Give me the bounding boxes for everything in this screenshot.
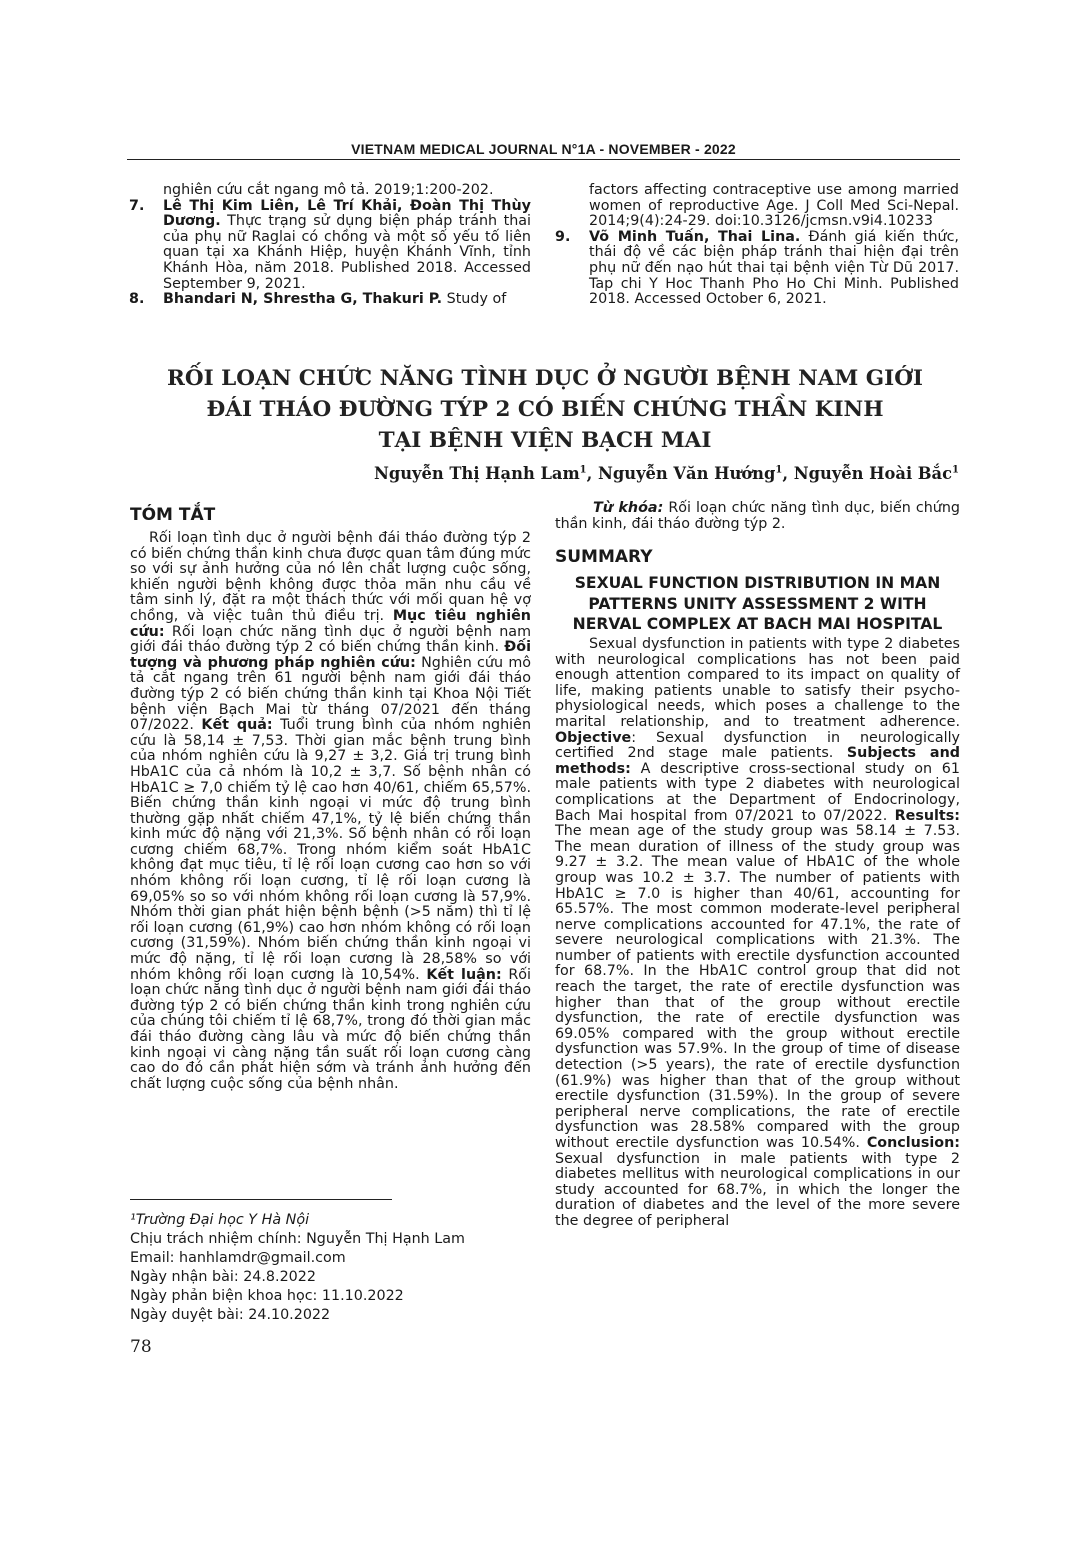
author-name: Nguyễn Thị Hạnh Lam [373, 464, 580, 483]
footnote-received: Ngày nhận bài: 24.8.2022 [130, 1269, 316, 1285]
author-name: Nguyễn Văn Hướng [597, 464, 776, 483]
footnote-accepted: Ngày duyệt bài: 24.10.2022 [130, 1307, 331, 1323]
header-rule [127, 159, 960, 160]
keywords: Từ khóa: Rối loạn chức năng tình dục, biến chứng thần kinh, đái tháo đường týp 2. [555, 500, 960, 532]
reference-continuation: nghiên cứu cắt ngang mô tả. 2019;1:200-202. [163, 182, 494, 198]
title-line: ĐÁI THÁO ĐƯỜNG TÝP 2 CÓ BIẾN CHỨNG THẦN KINH [206, 397, 884, 422]
author-name: Nguyễn Hoài Bắc [793, 464, 953, 483]
reference-7: 7. Lê Thị Kim Liên, Lê Trí Khải, Đoàn Thị Thùy Dương. Thực trạng sử dụng biện pháp tránh thai của phụ nữ Raglai có chồng và một số yếu tố liên quan tại xa Khánh Hiệp, huyện Khánh Vĩnh, tỉnh Khánh Hòa, năm 2018. Published 2018. Accessed September 9, 2021. [129, 197, 531, 292]
journal-header: VIETNAM MEDICAL JOURNAL N°1A - NOVEMBER - 2022 [351, 141, 736, 157]
footnote-reviewed: Ngày phản biện khoa học: 11.10.2022 [130, 1288, 404, 1304]
reference-9: 9. Võ Minh Tuấn, Thai Lina. Đánh giá kiến thức, thái độ về các biện pháp tránh thai hiện đại trên phụ nữ đến nạo hút thai tại bệnh viện Từ Dũ 2017. Tap chi Y Hoc Thanh Pho Ho Chi Minh. Published 2018. Accessed October 6, 2021. [555, 228, 959, 308]
footnote-rule [130, 1199, 392, 1200]
title-line: TẠI BỆNH VIỆN BẠCH MAI [378, 428, 712, 453]
footnote [130, 1211, 540, 1325]
english-abstract: Sexual dysfunction in patients with type 2 diabetes with neurological complications has not been paid enough attention compared to its impact on quality of life, making patients unable to satisfy their psycho-physiological needs, which poses a challenge to the marital relationship, and to treatment adherence. Objective: Sexual dysfunction in neurologically certified 2nd stage male patients. Subjects and methods: A descriptive cross-sectional study on 61 male patients with type 2 diabetes with neurological complications at the Department of Endocrinology, Bach Mai hospital from 07/2021 to 07/2022. Results: The mean age of the study group was 58.14 ± 7.53. The mean duration of illness of the study group was 9.27 ± 3.2. The mean value of HbA1C of the whole group was 10.2 ± 3.7. The number of patients with HbA1C ≥ 7.0 is higher than 40/61, accounting for 65.57%. The most common moderate-level peripheral nerve complications accounted for 47.1%, the rate of severe neurological complications with 21.3%. The number of patients with erectile dysfunction accounted for 68.7%. In the HbA1C control group that did not reach the target, the rate of erectile dysfunction was higher than that of the group without erectile dysfunction, the rate of erectile dysfunction was 69.05% compared with the group without erectile dysfunction was 57.9%. In the group of time of disease detection (>5 years), the rate of erectile dysfunction (61.9%) was higher than that of the group without erectile dysfunction (31.59%). In the group of severe peripheral nerve complications, the rate of erectile dysfunction was 28.58% compared with the group without erectile dysfunction was 10.54%. Conclusion: Sexual dysfunction in male patients with type 2 diabetes mellitus with neurological complications in our study accounted for 68.7%, in which the longer the duration of diabetes and the level of the more severe the degree of peripheral [555, 636, 960, 1229]
reference-list-left [129, 182, 531, 308]
footnote-email: Email: hanhlamdr@gmail.com [130, 1250, 346, 1266]
section-heading-tom-tat: TÓM TẮT [130, 505, 216, 525]
vietnamese-abstract: Rối loạn tình dục ở người bệnh đái tháo đường týp 2 có biến chứng thần kinh chưa được quan tâm đúng mức so với sự ảnh hưởng của nó lên chất lượng cuộc sống, khiến người bệnh không được thỏa mãn nhu cầu về tâm sinh lý, đặt ra một thách thức với mối quan hệ vợ chồng, và việc tuân thủ điều trị. Mục tiêu nghiên cứu: Rối loạn chức năng tình dục ở người bệnh nam giới đái tháo đường týp 2 có biến chứng thần kinh. Đối tượng và phương pháp nghiên cứu: Nghiên cứu mô tả cắt ngang trên 61 người bệnh nam giới đái tháo đường týp 2 có biến chứng thần kinh tại Khoa Nội Tiết bệnh viện Bạch Mai từ tháng 07/2021 đến tháng 07/2022. Kết quả: Tuổi trung bình của nhóm nghiên cứu là 58,14 ± 7,53. Thời gian mắc bệnh trung bình của nhóm nghiên cứu là 9,27 ± 3,2. Giá trị trung bình HbA1C của cả nhóm là 10,2 ± 3,7. Số bệnh nhân có HbA1C ≥ 7,0 chiếm tỷ lệ cao hơn 40/61, chiếm 65,57%. Biến chứng thần kinh ngoại vi mức độ trung bình thường gặp nhất chiếm 47,1%, tỷ lệ biến chứng thần kinh mức độ nặng với 21,3%. Số bệnh nhân có rối loạn cương chiếm 68,7%. Trong nhóm kiểm soát HbA1C không đạt mục tiêu, tỉ lệ rối loạn cương cao hơn so với nhóm không rối loạn cương, tỉ lệ rối loạn cương là 69,05% so so với nhóm không rối loạn cương là 57,9%. Nhóm thời gian phát hiện bệnh bệnh (>5 năm) thì tỉ lệ rối loạn cương (61,9%) cao hơn nhóm không có rối loạn cương (31,59%). Nhóm biến chứng thần kinh ngoại vi mức độ nặng, tỉ lệ rối loạn cương là 28,58% so với nhóm không rối loạn cương là 10,54%. Kết luận: Rối loạn chức năng tình dục ở người bệnh nam giới đái tháo đường týp 2 có biến chứng thần kinh trong nghiên cứu của chúng tôi chiếm tỉ lệ 68,7%, trong đó thời gian mắc đái tháo đường càng lâu và mức độ biến chứng thần kinh ngoại vi càng nặng tần suất rối loạn cương càng cao do đó cần phát hiện sớm và tránh ảnh hưởng đến chất lượng cuộc sống của bệnh nhân. [130, 530, 532, 1092]
reference-continuation: factors affecting contraceptive use among married women of reproductive Age. J Coll Med Sci-Nepal. 2014;9(4):24-29. doi:10.3126/jcmsn.v9i4.10233 [589, 182, 959, 230]
english-title: SEXUAL FUNCTION DISTRIBUTION IN MAN PATTERNS UNITY ASSESSMENT 2 WITH NERVAL COMPLEX AT BACH MAI HOSPITAL [572, 574, 943, 633]
section-heading-summary: SUMMARY [555, 547, 653, 567]
title-line: RỐI LOẠN CHỨC NĂNG TÌNH DỤC Ở NGƯỜI BỆNH NAM GIỚI [167, 366, 923, 391]
footnote-affiliation: ¹Trường Đại học Y Hà Nội [130, 1212, 310, 1228]
reference-list-right [555, 182, 959, 308]
footnote-responsible: Chịu trách nhiệm chính: Nguyễn Thị Hạnh Lam [130, 1231, 465, 1247]
author-list: Nguyễn Thị Hạnh Lam$^1$, Nguyễn Văn Hướng$^1$, Nguyễn Hoài Bắc$^1$ [373, 464, 959, 483]
page-number: 78 [130, 1337, 152, 1357]
article-title [120, 363, 970, 456]
reference-8: 8. Bhandari N, Shrestha G, Thakuri P. Study of [129, 291, 507, 308]
